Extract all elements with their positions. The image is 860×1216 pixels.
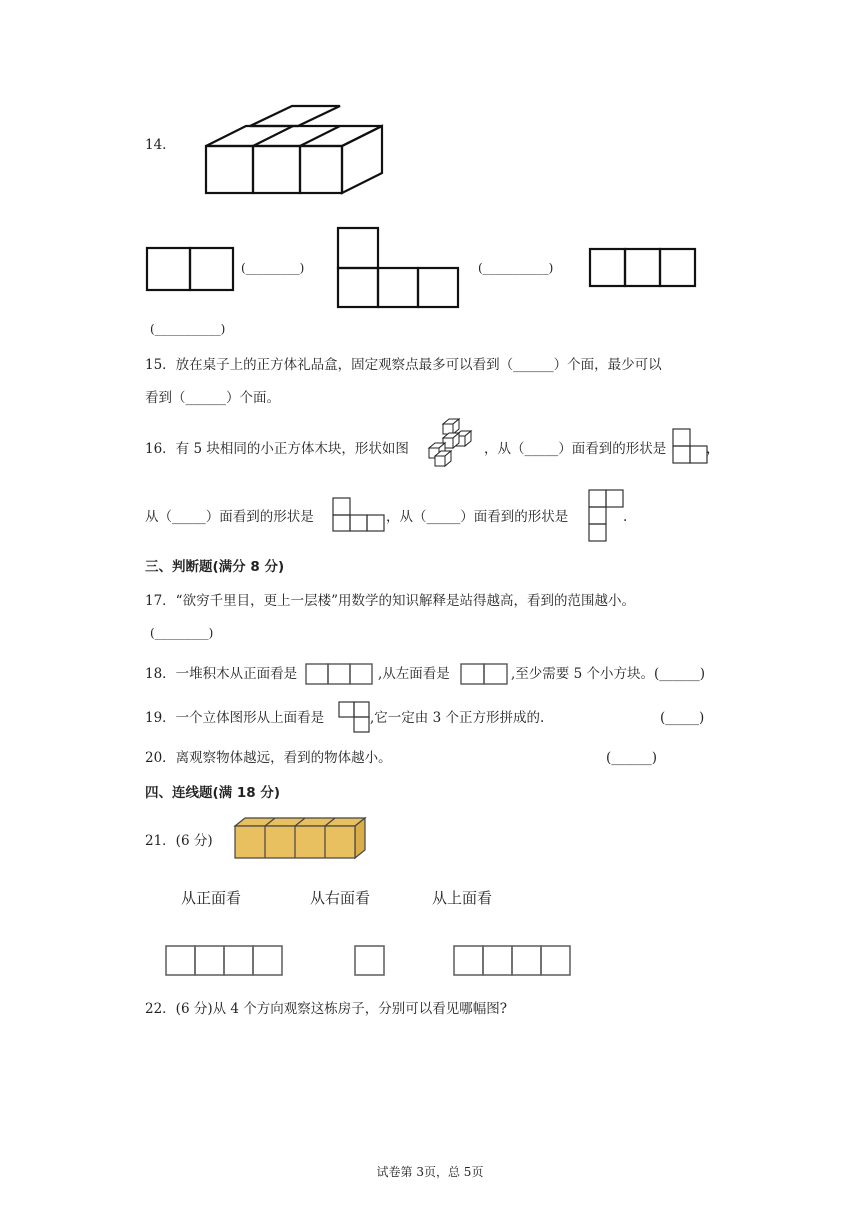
q21-option-a[interactable] <box>164 944 286 978</box>
q14-3d-figure <box>200 102 390 202</box>
q16-view-1 <box>672 428 708 466</box>
q14-view-c <box>589 248 699 288</box>
q21-view-right-label: 从右面看 <box>310 889 371 907</box>
q19-text-part1: 19．一个立体图形从上面看是 <box>145 710 325 726</box>
q20-text: 20．离观察物体越远，看到的物体越小。 <box>145 750 392 766</box>
q17-blank: (_________) <box>150 626 214 640</box>
q18-text-part1: 18．一堆积木从正面看是 <box>145 666 298 682</box>
q16-text-part1: 16．有 5 块相同的小正方体木块，形状如图 <box>145 441 409 457</box>
q14-view-b <box>337 227 461 309</box>
q21-view-front-label: 从正面看 <box>181 889 242 907</box>
section3-title: 三、判断题(满分 8 分) <box>145 559 285 575</box>
q20-blank: (______) <box>606 750 658 766</box>
q14-number: 14. <box>145 137 167 153</box>
q21-option-c[interactable] <box>452 944 574 978</box>
q18-text-part2: ,从左面看是 <box>378 666 450 682</box>
q21-label: 21．(6 分) <box>145 833 213 849</box>
q21-option-b[interactable] <box>353 944 387 978</box>
q14-view-a <box>146 247 236 291</box>
q19-text-part2: ,它一定由 3 个正方形拼成的. <box>370 710 545 726</box>
q16-view-2 <box>332 497 386 533</box>
q14-blank-b: (___________) <box>478 261 554 275</box>
q22-text: 22．(6 分)从 4 个方向观察这栋房子，分别可以看见哪幅图? <box>145 1001 508 1017</box>
q18-text-part3: ,至少需要 5 个小方块。(______) <box>511 666 705 682</box>
q15-line1: 15．放在桌子上的正方体礼品盒，固定观察点最多可以看到（______）个面，最少可以 <box>145 357 662 373</box>
q18-front-view <box>305 663 375 685</box>
q16-text-part5: ，从（_____）面看到的形状是 <box>386 509 569 525</box>
q19-blank: (_____) <box>660 710 705 726</box>
q18-left-view <box>460 663 510 685</box>
q16-text-part3: ， <box>706 441 720 457</box>
q15-line2: 看到（______）个面。 <box>145 390 280 406</box>
q16-text-part4: 从（_____）面看到的形状是 <box>145 509 314 525</box>
q21-box-figure <box>232 816 368 862</box>
q14-blank-a: (_________) <box>241 261 305 275</box>
q17-text: 17．“欲穷千里目，更上一层楼”用数学的知识解释是站得越高，看到的范围越小。 <box>145 593 635 609</box>
q16-cube-figure <box>425 418 481 474</box>
q19-top-view <box>338 701 372 735</box>
q16-text-part2: ，从（_____）面看到的形状是 <box>484 441 667 457</box>
section4-title: 四、连线题(满 18 分) <box>145 785 281 801</box>
q16-text-part6: . <box>623 509 628 525</box>
q21-view-top-label: 从上面看 <box>432 889 493 907</box>
q14-blank-c: (___________) <box>150 322 226 336</box>
page-footer: 试卷第 3页，总 5页 <box>376 1165 484 1179</box>
q16-view-3 <box>588 489 626 543</box>
